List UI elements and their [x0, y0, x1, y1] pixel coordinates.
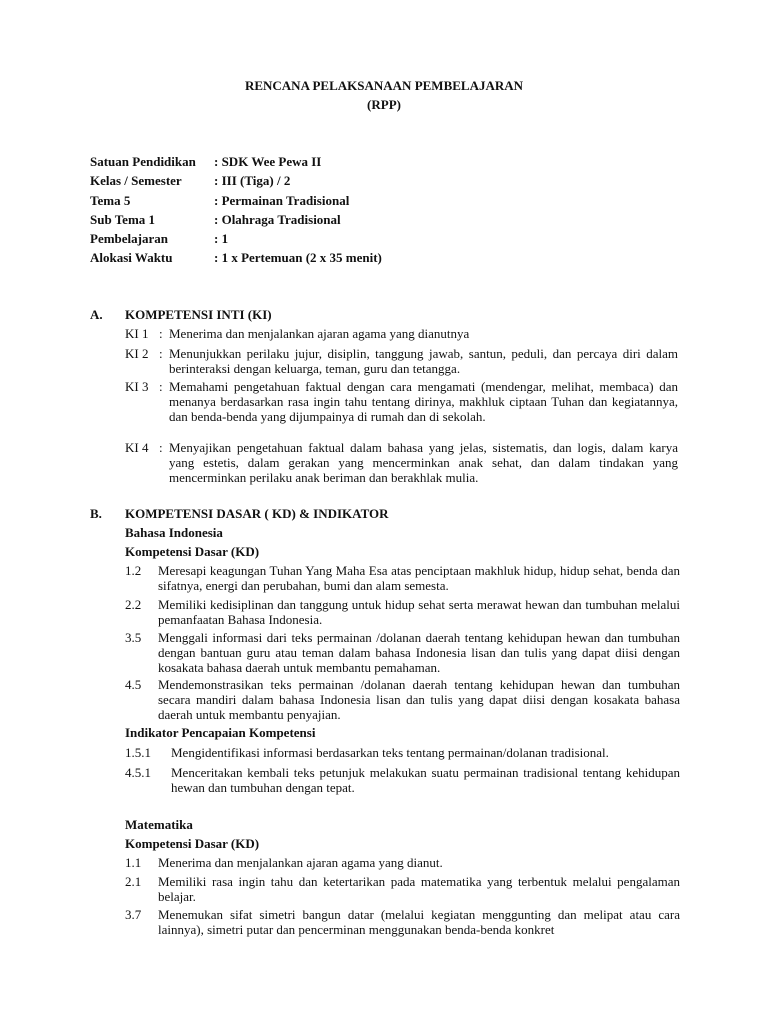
kd-number: 2.1 — [125, 874, 142, 889]
ki-item — [125, 379, 678, 424]
section-b-heading — [90, 506, 389, 521]
subject-heading: Matematika — [125, 817, 193, 832]
identity-value: : 1 x Pertemuan (2 x 35 menit) — [214, 250, 382, 265]
identity-key: Alokasi Waktu — [90, 250, 173, 265]
kd-number: 4.5 — [125, 677, 142, 692]
kd-item — [125, 677, 680, 722]
section-letter: A. — [90, 307, 103, 322]
kd-item — [125, 597, 680, 627]
kd-text: Menggali informasi dari teks permainan /dolanan daerah tentang kehidupan hewan dan tumbuhan dengan bantuan guru atau teman dalam bahasa Indonesia lisan dan tulis yang dapat diisi dengan kosakata bahasa daerah untuk membantu pemahaman. — [158, 630, 680, 675]
ki-text: Memahami pengetahuan faktual dengan cara mengamati (mendengar, melihat, membaca) dan menanya berdasarkan rasa ingin tahu tentang dirinya, makhluk ciptaan Tuhan dan kegiatannya, dan benda-benda yang dijumpainya di rumah dan di sekolah. — [169, 379, 678, 424]
kd-item — [125, 874, 680, 904]
identity-value: : III (Tiga) / 2 — [214, 173, 291, 188]
ki-code: KI 2 — [125, 346, 149, 361]
identity-value: : SDK Wee Pewa II — [214, 154, 322, 169]
indicator-number: 1.5.1 — [125, 745, 151, 760]
identity-key: Pembelajaran — [90, 231, 168, 246]
identity-value: : Permainan Tradisional — [214, 193, 350, 208]
ki-colon: : — [159, 346, 163, 361]
kd-item — [125, 630, 680, 675]
identity-row — [90, 212, 341, 227]
kd-heading: Kompetensi Dasar (KD) — [125, 544, 260, 559]
document-subtitle: (RPP) — [367, 97, 401, 112]
identity-row — [90, 154, 321, 169]
kd-item — [125, 907, 680, 937]
ki-text: Menerima dan menjalankan ajaran agama yang dianutnya — [169, 326, 470, 341]
ki-item — [125, 346, 678, 376]
ki-code: KI 3 — [125, 379, 149, 394]
indicator-number: 4.5.1 — [125, 765, 151, 780]
kd-item — [125, 563, 680, 593]
kd-text: Memiliki rasa ingin tahu dan ketertarikan pada matematika yang terbentuk melalui pengalaman belajar. — [158, 874, 680, 904]
section-title: KOMPETENSI DASAR ( KD) & INDIKATOR — [125, 506, 389, 521]
ki-code: KI 4 — [125, 440, 149, 455]
kd-number: 2.2 — [125, 597, 142, 612]
identity-value: : 1 — [214, 231, 229, 246]
document-title: RENCANA PELAKSANAAN PEMBELAJARAN — [244, 78, 524, 93]
kd-item — [125, 855, 680, 870]
ki-colon: : — [159, 326, 163, 341]
ki-colon: : — [159, 440, 163, 455]
identity-row — [90, 173, 290, 188]
kd-number: 3.7 — [125, 907, 142, 922]
identity-key: Satuan Pendidikan — [90, 154, 196, 169]
section-letter: B. — [90, 506, 102, 521]
identity-key: Kelas / Semester — [90, 173, 182, 188]
section-a-heading — [90, 307, 272, 322]
kd-text: Mendemonstrasikan teks permainan /dolanan daerah tentang kehidupan hewan dan tumbuhan secara mandiri dalam bahasa Indonesia lisan dan tulis yang dapat diisi dengan kosakata bahasa daerah untuk membantu penyajian. — [158, 677, 680, 722]
kd-number: 3.5 — [125, 630, 142, 645]
kd-number: 1.2 — [125, 563, 142, 578]
subject-heading: Bahasa Indonesia — [125, 525, 223, 540]
indicator-item — [125, 745, 680, 760]
kd-text: Memiliki kedisiplinan dan tanggung untuk hidup sehat serta merawat hewan dan tumbuhan melalui pemanfaatan Bahasa Indonesia. — [158, 597, 680, 627]
identity-row — [90, 250, 382, 265]
indicator-text: Mengidentifikasi informasi berdasarkan teks tentang permainan/dolanan tradisional. — [171, 745, 609, 760]
indicator-item — [125, 765, 680, 795]
section-title: KOMPETENSI INTI (KI) — [125, 307, 272, 322]
identity-value: : Olahraga Tradisional — [214, 212, 341, 227]
kd-number: 1.1 — [125, 855, 142, 870]
kd-text: Menerima dan menjalankan ajaran agama yang dianut. — [158, 855, 443, 870]
identity-row — [90, 231, 228, 246]
ki-text: Menyajikan pengetahuan faktual dalam bahasa yang jelas, sistematis, dan logis, dalam karya yang estetis, dalam gerakan yang mencerminkan anak sehat, dan dalam tindakan yang mencerminkan perilaku anak beriman dan berakhlak mulia. — [169, 440, 678, 485]
identity-key: Tema 5 — [90, 193, 131, 208]
ki-item — [125, 440, 678, 485]
kd-text: Meresapi keagungan Tuhan Yang Maha Esa atas penciptaan makhluk hidup, hidup sehat, benda dan sifatnya, energi dan perubahan, bumi dan alam semesta. — [158, 563, 680, 593]
ki-code: KI 1 — [125, 326, 149, 341]
indicator-text: Menceritakan kembali teks petunjuk melakukan suatu permainan tradisional tentang kehidupan hewan dan tumbuhan dengan tepat. — [171, 765, 680, 795]
indicator-heading: Indikator Pencapaian Kompetensi — [125, 725, 316, 740]
ki-item — [125, 326, 678, 341]
ki-colon: : — [159, 379, 163, 394]
identity-row — [90, 193, 349, 208]
ki-text: Menunjukkan perilaku jujur, disiplin, tanggung jawab, santun, peduli, dan percaya diri dalam berinteraksi dengan keluarga, teman, guru dan tetangga. — [169, 346, 678, 376]
kd-heading: Kompetensi Dasar (KD) — [125, 836, 260, 851]
kd-text: Menemukan sifat simetri bangun datar (melalui kegiatan menggunting dan melipat atau cara lainnya), simetri putar dan pencerminan menggunakan benda-benda konkret — [158, 907, 680, 937]
identity-key: Sub Tema 1 — [90, 212, 156, 227]
